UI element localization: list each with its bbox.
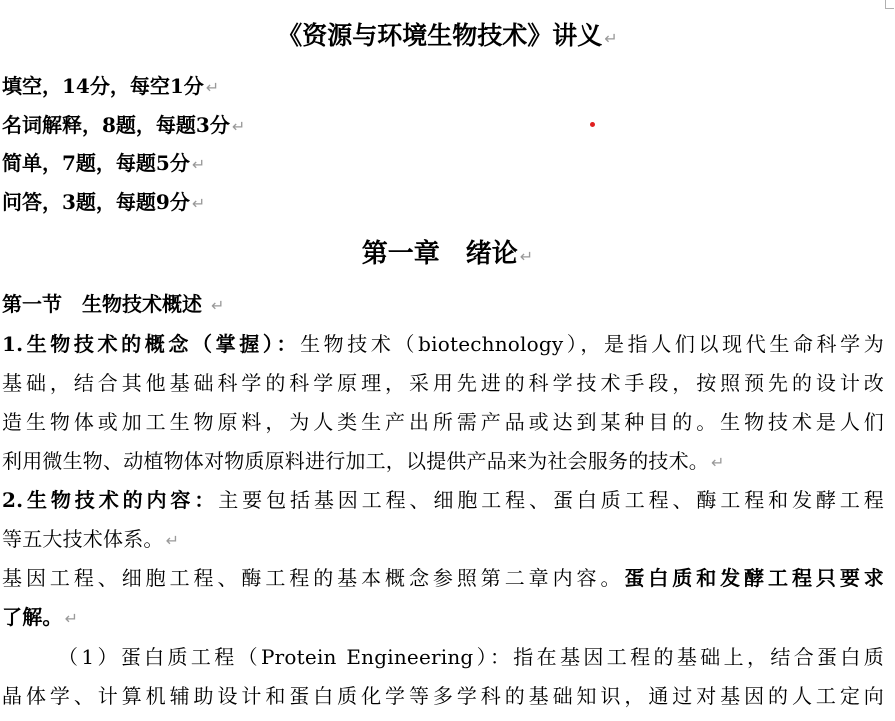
- item1-text: 利用微生物、动植物体对物质原料进行加工，以提供产品来为社会服务的技术。: [2, 449, 709, 473]
- paragraph-mark-icon: ↵: [519, 247, 534, 266]
- item2-label: 2.生物技术的内容：: [2, 488, 219, 512]
- exam-format-line-4: [2, 188, 205, 218]
- section-title: [2, 290, 224, 320]
- item2-line-1: [2, 486, 884, 514]
- chapter-title: [0, 240, 895, 271]
- reference-emphasis: 了解。: [2, 605, 63, 629]
- reference-emphasis: 蛋白质和发酵工程只要求: [624, 566, 884, 590]
- protein-engineering-text: （1）蛋白质工程（Protein Engineering）：指在基因工程的基础上，结合蛋白质: [58, 645, 884, 669]
- item1-label: 1.生物技术的概念（掌握）：: [2, 332, 301, 356]
- paragraph-mark-icon: ↵: [205, 78, 220, 97]
- item1-text: 造生物体或加工生物原料，为人类生产出所需产品或达到某种目的。生物技术是人们: [2, 410, 884, 434]
- reference-text: 基因工程、细胞工程、酶工程的基本概念参照第二章内容。: [2, 566, 625, 590]
- paragraph-mark-icon: ↵: [231, 117, 246, 136]
- exam-format-text: 名词解释，8题，每题3分: [2, 113, 230, 137]
- page-corner-marker: [885, 0, 894, 9]
- exam-format-text: 简单，7题，每题5分: [2, 151, 190, 175]
- item2-text: 等五大技术体系。: [2, 527, 164, 551]
- protein-engineering-line-1: [58, 643, 884, 671]
- item1-line-3: [2, 408, 884, 436]
- protein-engineering-text: 晶体学、计算机辅助设计和蛋白质化学等多学科的基础知识，通过对基因的人工定向: [2, 684, 884, 708]
- item2-line-2: [2, 525, 884, 555]
- paragraph-mark-icon: ↵: [210, 296, 225, 315]
- section-title-text: 第一节 生物技术概述: [2, 292, 202, 316]
- item1-line-4: [2, 447, 884, 477]
- item2-text: 主要包括基因工程、细胞工程、蛋白质工程、酶工程和发酵工程: [218, 488, 884, 512]
- document-title-text: 《资源与环境生物技术》讲义: [277, 21, 603, 50]
- exam-format-line-3: [2, 149, 205, 179]
- item1-text: 生物技术（biotechnology），是指人们以现代生命科学为: [300, 332, 884, 356]
- item1-line-2: [2, 369, 884, 397]
- protein-engineering-line-2: [2, 682, 884, 710]
- exam-format-line-2: [2, 111, 245, 141]
- paragraph-mark-icon: ↵: [64, 609, 79, 628]
- paragraph-mark-icon: ↵: [711, 453, 725, 472]
- item1-line-1: [2, 330, 884, 358]
- paragraph-mark-icon: ↵: [191, 155, 206, 174]
- chapter-title-text: 第一章 绪论: [361, 239, 518, 269]
- paragraph-mark-icon: ↵: [191, 194, 206, 213]
- reference-line-2: [2, 603, 884, 633]
- paragraph-mark-icon: ↵: [604, 29, 618, 48]
- red-dot-marker: [590, 122, 595, 127]
- item1-text: 基础，结合其他基础科学的科学原理，采用先进的科学技术手段，按照预先的设计改: [2, 371, 884, 395]
- exam-format-text: 问答，3题，每题9分: [2, 190, 190, 214]
- exam-format-text: 填空，14分，每空1分: [2, 74, 204, 98]
- reference-line-1: [2, 564, 884, 592]
- exam-format-line-1: [2, 72, 219, 102]
- paragraph-mark-icon: ↵: [165, 531, 180, 550]
- document-title: [0, 22, 895, 53]
